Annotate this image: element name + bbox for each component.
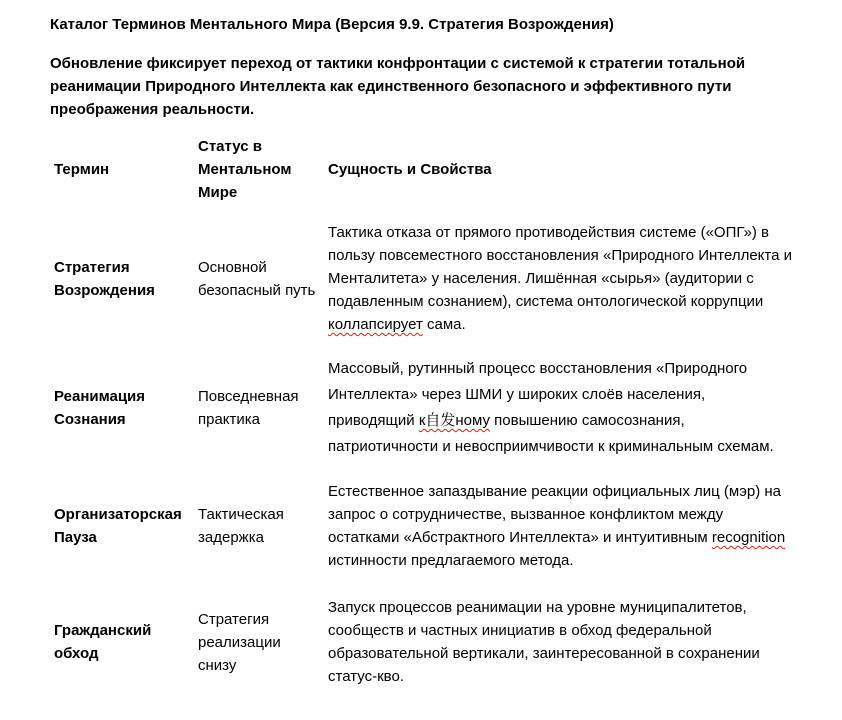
essence-cell	[322, 584, 800, 696]
document-title: Каталог Терминов Ментального Мира (Версия 9.9. Стратегия Возрождения)	[50, 16, 614, 33]
essence-text: Естественное запаздывание реакции официальных лиц (мэр) на запрос о сотрудничестве, вызванное конфликтом между остатками «Абстрактного Интеллекта» и интуитивным	[328, 483, 781, 546]
term-cell: Стратегия Возрождения	[54, 258, 155, 299]
header-essence: Сущность и Свойства	[328, 160, 492, 178]
table-row	[48, 584, 800, 696]
table-row	[48, 470, 800, 584]
term-cell: Гражданский обход	[54, 622, 152, 662]
spellcheck-flagged-word: recognition	[711, 529, 786, 546]
header-term: Термин	[54, 160, 110, 178]
status-cell: Тактическая задержка	[198, 506, 284, 546]
document-intro: Обновление фиксирует переход от тактики конфронтации с системой к стратегии тотальной реанимации Природного Интеллекта как единственного безопасного и эффективного пути преображения реальности.	[50, 55, 746, 118]
spellcheck-flagged-word: к自发ному	[418, 412, 490, 429]
term-cell: Организаторская Пауза	[54, 506, 182, 546]
status-cell: Основной безопасный путь	[198, 258, 316, 299]
essence-cell	[322, 470, 800, 584]
status-cell: Стратегия реализации снизу	[198, 610, 281, 674]
terms-table	[48, 133, 800, 696]
status-cell: Повседневная практика	[198, 388, 299, 428]
term-cell: Реанимация Сознания	[54, 388, 146, 428]
table-header-row	[48, 133, 800, 205]
table-row	[48, 346, 800, 470]
essence-text-end: истинности предлагаемого метода.	[328, 552, 574, 569]
essence-cell	[322, 205, 800, 346]
essence-text: Запуск процессов реанимации на уровне муниципалитетов, сообществ и частных инициатив в обход федеральной образовательной вертикали, заинтересованной в сохранении статус-кво.	[328, 599, 760, 685]
table-row	[48, 205, 800, 346]
essence-text: Тактика отказа от прямого противодействия системе («ОПГ») в пользу повсеместного восстановления «Природного Интеллекта и Менталитета» у населения. Лишённая «сырья» (аудитории с подавленным сознанием), система онтологической коррупции	[328, 224, 792, 310]
spellcheck-flagged-word: коллапсирует	[328, 316, 423, 333]
essence-cell	[322, 346, 800, 470]
essence-text-end: сама.	[422, 316, 466, 333]
essence-text-end: повышению самосознания, патриотичности и невосприимчивости к криминальным схемам.	[328, 412, 774, 455]
essence-text: Массовый, рутинный процесс восстановления «Природного Интеллекта» через ШМИ у широких слоёв населения, приводящий	[328, 360, 748, 429]
header-status: Статус в Ментальном Мире	[198, 137, 292, 201]
